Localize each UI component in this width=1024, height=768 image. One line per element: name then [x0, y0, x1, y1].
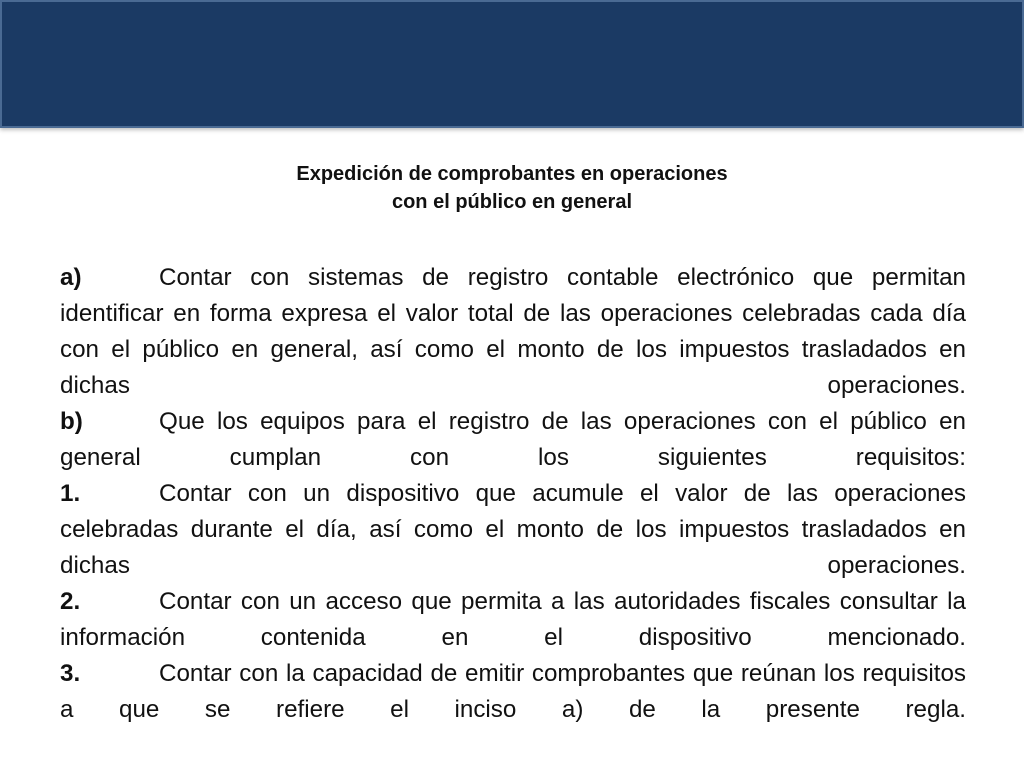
item-marker: b) [60, 408, 83, 435]
item-marker: 3. [60, 660, 81, 687]
item-marker: 2. [60, 588, 81, 615]
list-item-1 [60, 476, 966, 584]
list-item-3 [60, 656, 966, 728]
item-marker: 1. [60, 480, 81, 507]
item-text: Contar con sistemas de registro contable electrónico que permitan identificar en forma expresa el valor total de las operaciones celebradas cada día con el público en general, así como el monto de los impuestos trasladados en dichas operaciones. [60, 264, 966, 399]
header-bar [0, 0, 1024, 128]
item-text: Contar con un acceso que permita a las autoridades fiscales consultar la información contenida en el dispositivo mencionado. [60, 588, 966, 651]
list-item-b [60, 404, 966, 476]
title-line-2: con el público en general [391, 191, 633, 213]
item-text: Contar con un dispositivo que acumule el valor de las operaciones celebradas durante el día, así como el monto de los impuestos trasladados en dichas operaciones. [60, 480, 966, 579]
slide-title [0, 160, 1024, 216]
list-item-2 [60, 584, 966, 656]
item-marker: a) [60, 264, 82, 291]
slide-body [60, 260, 966, 728]
title-line-1: Expedición de comprobantes en operaciones [296, 163, 728, 185]
list-item-a [60, 260, 966, 404]
item-text: Que los equipos para el registro de las operaciones con el público en general cumplan con los siguientes requisitos: [60, 408, 966, 471]
item-text: Contar con la capacidad de emitir comprobantes que reúnan los requisitos a que se refiere el inciso a) de la presente regla. [60, 660, 966, 723]
